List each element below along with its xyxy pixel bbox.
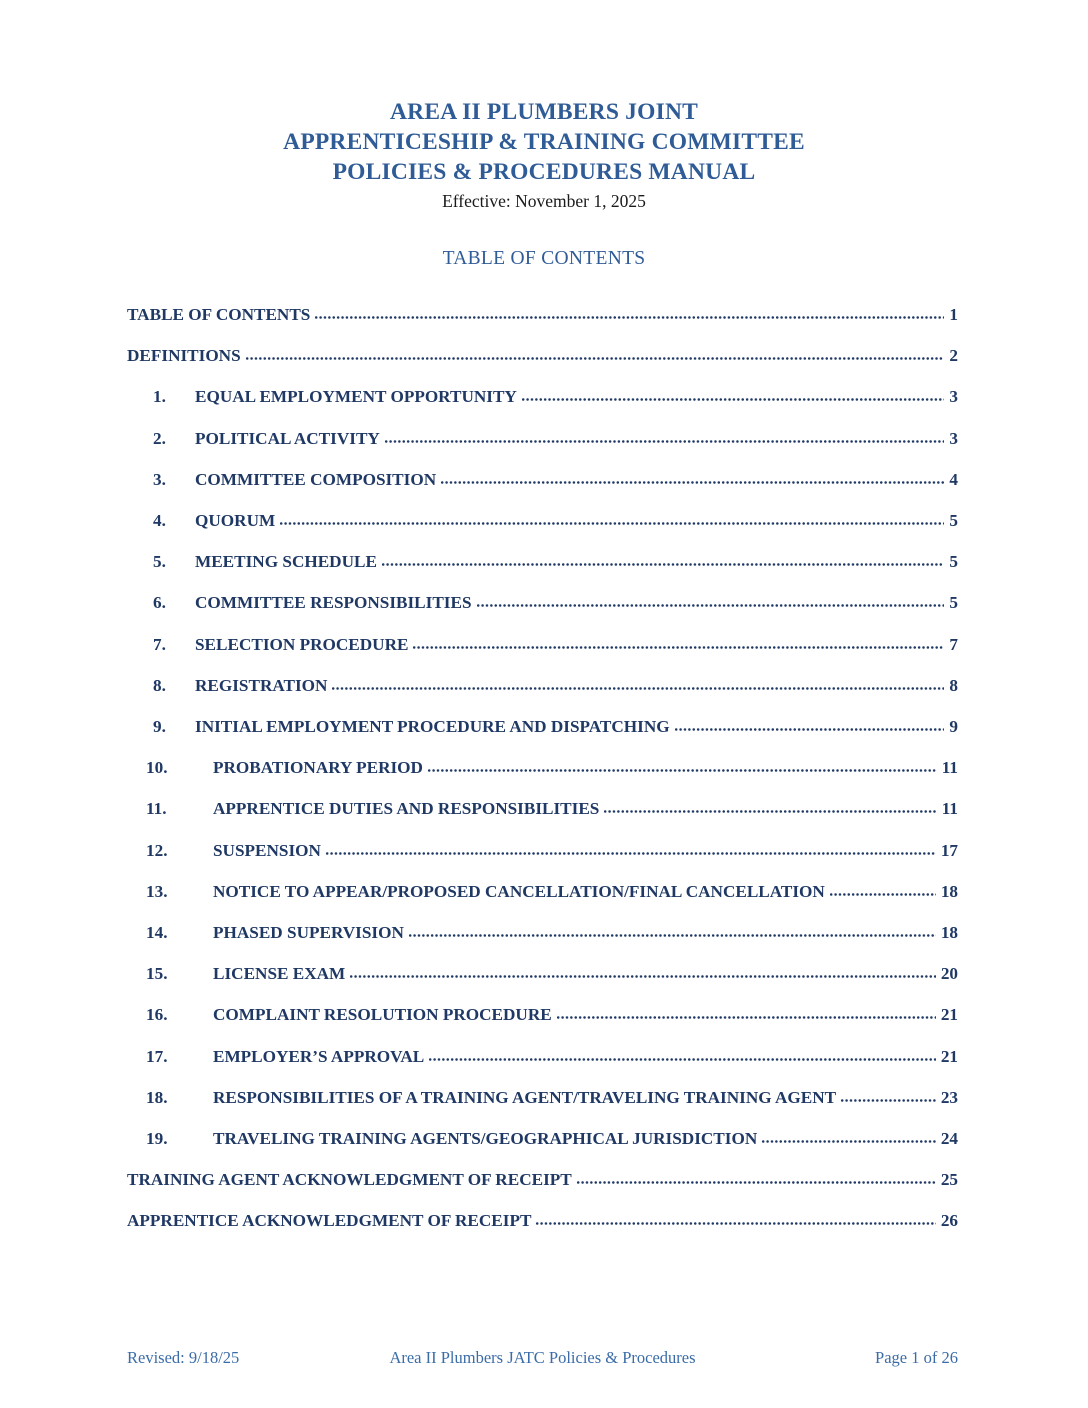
toc-entry-title: RESPONSIBILITIES OF A TRAINING AGENT/TRAVELING TRAINING AGENT	[213, 1087, 837, 1107]
toc-heading: TABLE OF CONTENTS	[442, 248, 646, 269]
toc-entry[interactable]	[127, 428, 958, 449]
toc-entry-title: COMPLAINT RESOLUTION PROCEDURE	[213, 1005, 552, 1025]
toc-entry-number: 17.	[146, 1046, 168, 1066]
toc-entry[interactable]	[127, 716, 958, 737]
toc-entry[interactable]	[127, 304, 958, 325]
document-title-line-2: APPRENTICESHIP & TRAINING COMMITTEE	[283, 129, 805, 155]
toc-entry-page: 7	[949, 634, 958, 654]
toc-leader-dots	[674, 727, 945, 732]
toc-entry-title: NOTICE TO APPEAR/PROPOSED CANCELLATION/FINAL CANCELLATION	[213, 881, 825, 901]
toc-leader-dots	[521, 397, 945, 402]
toc-entry-page: 11	[941, 799, 958, 819]
toc-leader-dots	[428, 1057, 936, 1062]
toc-leader-dots	[603, 809, 936, 814]
toc-entry-page: 4	[949, 469, 958, 489]
toc-entry-number: 12.	[146, 840, 168, 860]
toc-entry-title: TABLE OF CONTENTS	[127, 305, 311, 324]
toc-entry[interactable]	[127, 1004, 958, 1025]
toc-entry-number: 15.	[146, 964, 168, 984]
toc-leader-dots	[349, 974, 936, 979]
toc-entry-page: 26	[940, 1211, 958, 1231]
toc-entry-number: 18.	[146, 1087, 168, 1107]
toc-entry-title: SELECTION PROCEDURE	[195, 634, 409, 654]
toc-entry[interactable]	[127, 469, 958, 490]
toc-entry-title: TRAINING AGENT ACKNOWLEDGMENT OF RECEIPT	[127, 1170, 572, 1190]
toc-entry-title: TRAVELING TRAINING AGENTS/GEOGRAPHICAL JURISDICTION	[213, 1129, 758, 1149]
toc-entry[interactable]	[127, 840, 958, 861]
toc-entry-page: 3	[949, 428, 958, 448]
toc-entry-title: APPRENTICE DUTIES AND RESPONSIBILITIES	[213, 799, 600, 819]
toc-entry-number: 4.	[153, 511, 166, 531]
toc-entry-title: EQUAL EMPLOYMENT OPPORTUNITY	[195, 387, 517, 407]
document-header	[0, 0, 1088, 213]
toc-entry-page: 3	[949, 387, 958, 407]
toc-entry-title: PROBATIONARY PERIOD	[213, 758, 423, 778]
toc-entry-title: POLITICAL ACTIVITY	[195, 428, 380, 448]
toc-entry-page: 5	[949, 593, 958, 613]
toc-entry-page: 24	[940, 1129, 958, 1149]
toc-entry-title: COMMITTEE COMPOSITION	[195, 469, 437, 489]
toc-entry[interactable]	[127, 1046, 958, 1067]
toc-entry[interactable]	[127, 386, 958, 407]
toc-entry-page: 17	[940, 840, 958, 860]
toc-entry[interactable]	[127, 592, 958, 613]
toc-entry-number: 16.	[146, 1005, 168, 1025]
toc-entry-page: 11	[941, 758, 958, 778]
toc-entry[interactable]	[127, 345, 958, 366]
toc-entry-number: 19.	[146, 1129, 168, 1149]
toc-entry[interactable]	[127, 757, 958, 778]
document-title-line-1: AREA II PLUMBERS JOINT	[390, 99, 698, 125]
toc-entry-page: 5	[949, 552, 958, 572]
toc-entry-page: 23	[940, 1087, 958, 1107]
toc-leader-dots	[245, 356, 945, 361]
toc-entry-title: INITIAL EMPLOYMENT PROCEDURE AND DISPATCHING	[195, 717, 670, 737]
toc-entry-page: 8	[949, 675, 958, 695]
toc-entry[interactable]	[127, 634, 958, 655]
toc-entry-page: 21	[940, 1005, 958, 1025]
effective-date: Effective: November 1, 2025	[442, 191, 646, 211]
toc-entry-number: 11.	[146, 799, 167, 819]
footer-document-name: Area II Plumbers JATC Policies & Procedures	[389, 1348, 696, 1367]
document-footer	[127, 1347, 958, 1368]
toc-entry[interactable]	[127, 551, 958, 572]
toc-leader-dots	[476, 603, 945, 608]
toc-leader-dots	[412, 645, 944, 650]
toc-entry-number: 10.	[146, 758, 168, 778]
toc-entry-page: 9	[949, 717, 958, 737]
toc-leader-dots	[314, 315, 944, 320]
toc-entry-number: 7.	[153, 634, 166, 654]
toc-entry[interactable]	[127, 922, 958, 943]
toc-entry-page: 25	[940, 1170, 958, 1190]
toc-entry-page: 5	[949, 511, 958, 531]
footer-page-indicator: Page 1 of 26	[875, 1348, 958, 1367]
toc-entry-title: MEETING SCHEDULE	[195, 552, 377, 572]
footer-revised-date: Revised: 9/18/25	[127, 1348, 240, 1367]
toc-entry-number: 2.	[153, 428, 166, 448]
toc-leader-dots	[384, 439, 945, 444]
toc-entry[interactable]	[127, 510, 958, 531]
toc-entry-page: 18	[940, 881, 958, 901]
toc-entry-page: 1	[949, 305, 958, 324]
toc-entry[interactable]	[127, 1128, 958, 1149]
toc-list	[127, 304, 958, 1232]
toc-leader-dots	[535, 1221, 935, 1226]
toc-entry-number: 1.	[153, 387, 166, 407]
toc-entry-page: 20	[940, 964, 958, 984]
toc-entry-page: 18	[940, 923, 958, 943]
toc-entry[interactable]	[127, 881, 958, 902]
toc-entry-title: PHASED SUPERVISION	[213, 923, 404, 943]
toc-leader-dots	[408, 933, 936, 938]
toc-entry[interactable]	[127, 675, 958, 696]
toc-entry-title: QUORUM	[195, 511, 276, 531]
document-title	[0, 97, 1088, 187]
toc-entry-title: APPRENTICE ACKNOWLEDGMENT OF RECEIPT	[127, 1211, 532, 1231]
toc-entry-number: 8.	[153, 675, 166, 695]
document-title-line-3: POLICIES & PROCEDURES MANUAL	[332, 159, 756, 185]
toc-leader-dots	[761, 1139, 936, 1144]
toc-entry-title: SUSPENSION	[213, 840, 321, 860]
toc-entry[interactable]	[127, 1210, 958, 1231]
toc-entry-title: EMPLOYER’S APPROVAL	[213, 1046, 425, 1066]
toc-entry-page: 21	[940, 1046, 958, 1066]
toc-entry-number: 9.	[153, 717, 166, 737]
toc-entry[interactable]	[127, 1087, 958, 1108]
toc-entry-title: DEFINITIONS	[127, 346, 241, 366]
toc-entry-title: COMMITTEE RESPONSIBILITIES	[195, 593, 472, 613]
toc-entry-number: 5.	[153, 552, 166, 572]
toc-entry[interactable]	[127, 798, 958, 819]
toc-entry-number: 14.	[146, 923, 168, 943]
toc-leader-dots	[381, 562, 944, 567]
toc-entry-title: REGISTRATION	[195, 675, 328, 695]
toc-leader-dots	[440, 480, 944, 485]
toc-leader-dots	[325, 851, 936, 856]
toc-entry-number: 6.	[153, 593, 166, 613]
toc-entry-title: LICENSE EXAM	[213, 964, 346, 984]
toc-leader-dots	[829, 892, 936, 897]
toc-entry-number: 13.	[146, 881, 168, 901]
toc-leader-dots	[556, 1015, 936, 1020]
toc-leader-dots	[576, 1180, 936, 1185]
toc-entry[interactable]	[127, 1169, 958, 1190]
toc-entry-number: 3.	[153, 469, 166, 489]
toc-leader-dots	[427, 768, 937, 773]
toc-leader-dots	[331, 686, 944, 691]
toc-leader-dots	[840, 1098, 936, 1103]
toc-entry-page: 2	[949, 346, 958, 366]
toc-leader-dots	[279, 521, 944, 526]
toc-entry[interactable]	[127, 963, 958, 984]
